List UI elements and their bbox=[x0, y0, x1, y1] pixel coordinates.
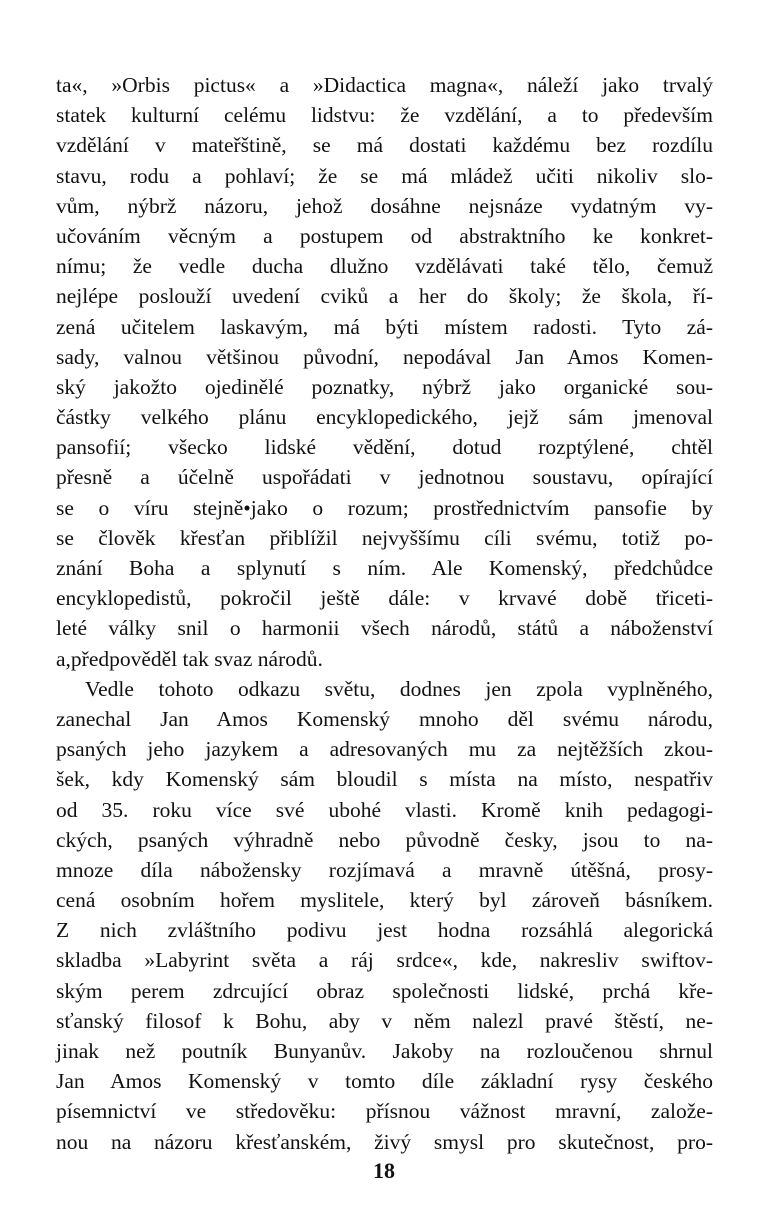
text-line: skladba »Labyrint světa a ráj srdce«, kde, nakresliv swiftov- bbox=[56, 948, 713, 973]
text-line: a,předpověděl tak svaz národů. bbox=[56, 646, 323, 671]
text-line: písemnictví ve středověku: přísnou vážnost mravní, založe- bbox=[56, 1099, 713, 1124]
text-line: šek, kdy Komenský sám bloudil s místa na místo, nespatřiv bbox=[56, 767, 713, 792]
text-line: mnoze díla nábožensky rozjímavá a mravně útěšná, prosy- bbox=[56, 857, 713, 882]
text-line: statek kulturní celému lidstvu: že vzdělání, a to především bbox=[56, 103, 713, 128]
paragraph-2 bbox=[56, 674, 713, 1157]
text-line: se o víru stejně•jako o rozum; prostřednictvím pansofie by bbox=[56, 495, 713, 520]
text-line: Jan Amos Komenský v tomto díle základní rysy českého bbox=[56, 1069, 713, 1094]
text-line: Vedle tohoto odkazu světu, dodnes jen zpola vyplněného, bbox=[85, 676, 713, 701]
text-line: zanechal Jan Amos Komenský mnoho děl svému národu, bbox=[56, 706, 713, 731]
text-line: vzdělání v mateřštině, se má dostati každému bez rozdílu bbox=[56, 133, 713, 158]
text-line: učováním věcným a postupem od abstraktního ke konkret- bbox=[56, 223, 713, 248]
page-number: 18 bbox=[373, 1158, 395, 1183]
text-line: psaných jeho jazykem a adresovaných mu za nejtěžších zkou- bbox=[56, 737, 713, 762]
text-line: ským perem zdrcující obraz společnosti lidské, prchá kře- bbox=[56, 978, 713, 1003]
text-line: sady, valnou většinou původní, nepodával Jan Amos Komen- bbox=[56, 344, 713, 369]
text-line: pansofií; všecko lidské vědění, dotud rozptýlené, chtěl bbox=[56, 435, 713, 460]
text-line: nejlépe poslouží uvedení cviků a her do školy; že škola, ří- bbox=[56, 284, 713, 309]
text-line: částky velkého plánu encyklopedického, jejž sám jmenoval bbox=[56, 405, 713, 430]
text-line: sťanský filosof k Bohu, aby v něm nalezl pravé štěstí, ne- bbox=[56, 1008, 713, 1033]
text-line: encyklopedistů, pokročil ještě dále: v krvavé době třiceti- bbox=[56, 586, 713, 611]
text-line: znání Boha a splynutí s ním. Ale Komenský, předchůdce bbox=[56, 556, 713, 580]
text-line: zená učitelem laskavým, má býti místem radosti. Tyto zá- bbox=[56, 314, 713, 339]
text-line: ský jakožto ojedinělé poznatky, nýbrž jako organické sou- bbox=[56, 374, 713, 399]
text-line: jinak než poutník Bunyanův. Jakoby na rozloučenou shrnul bbox=[56, 1039, 713, 1063]
text-line: ta«, »Orbis pictus« a »Didactica magna«, náleží jako trvalý bbox=[56, 73, 713, 97]
text-line: vům, nýbrž názoru, jehož dosáhne nejsnáze vydatným vy- bbox=[56, 193, 713, 218]
text-line: ckých, psaných výhradně nebo původně česky, jsou to na- bbox=[56, 827, 713, 852]
text-line: cená osobním hořem myslitele, který byl zároveň básníkem. bbox=[56, 888, 713, 913]
text-line: stavu, rodu a pohlaví; že se má mládež učiti nikoliv slo- bbox=[56, 163, 713, 188]
text-line: od 35. roku více své ubohé vlasti. Kromě knih pedagogi- bbox=[56, 797, 713, 822]
text-line: leté války snil o harmonii všech národů, států a náboženství bbox=[56, 616, 713, 641]
page-text bbox=[56, 70, 713, 1157]
text-line: se člověk křesťan přiblížil nejvyššímu cíli svému, totiž po- bbox=[56, 525, 713, 550]
paragraph-1 bbox=[56, 70, 713, 674]
text-line: nou na názoru křesťanském, živý smysl pro skutečnost, pro- bbox=[56, 1129, 713, 1154]
text-line: přesně a účelně uspořádati v jednotnou soustavu, opírající bbox=[56, 465, 713, 490]
text-line: nímu; že vedle ducha dlužno vzdělávati také tělo, čemuž bbox=[56, 254, 713, 279]
text-line: Z nich zvláštního podivu jest hodna rozsáhlá alegorická bbox=[56, 918, 713, 943]
